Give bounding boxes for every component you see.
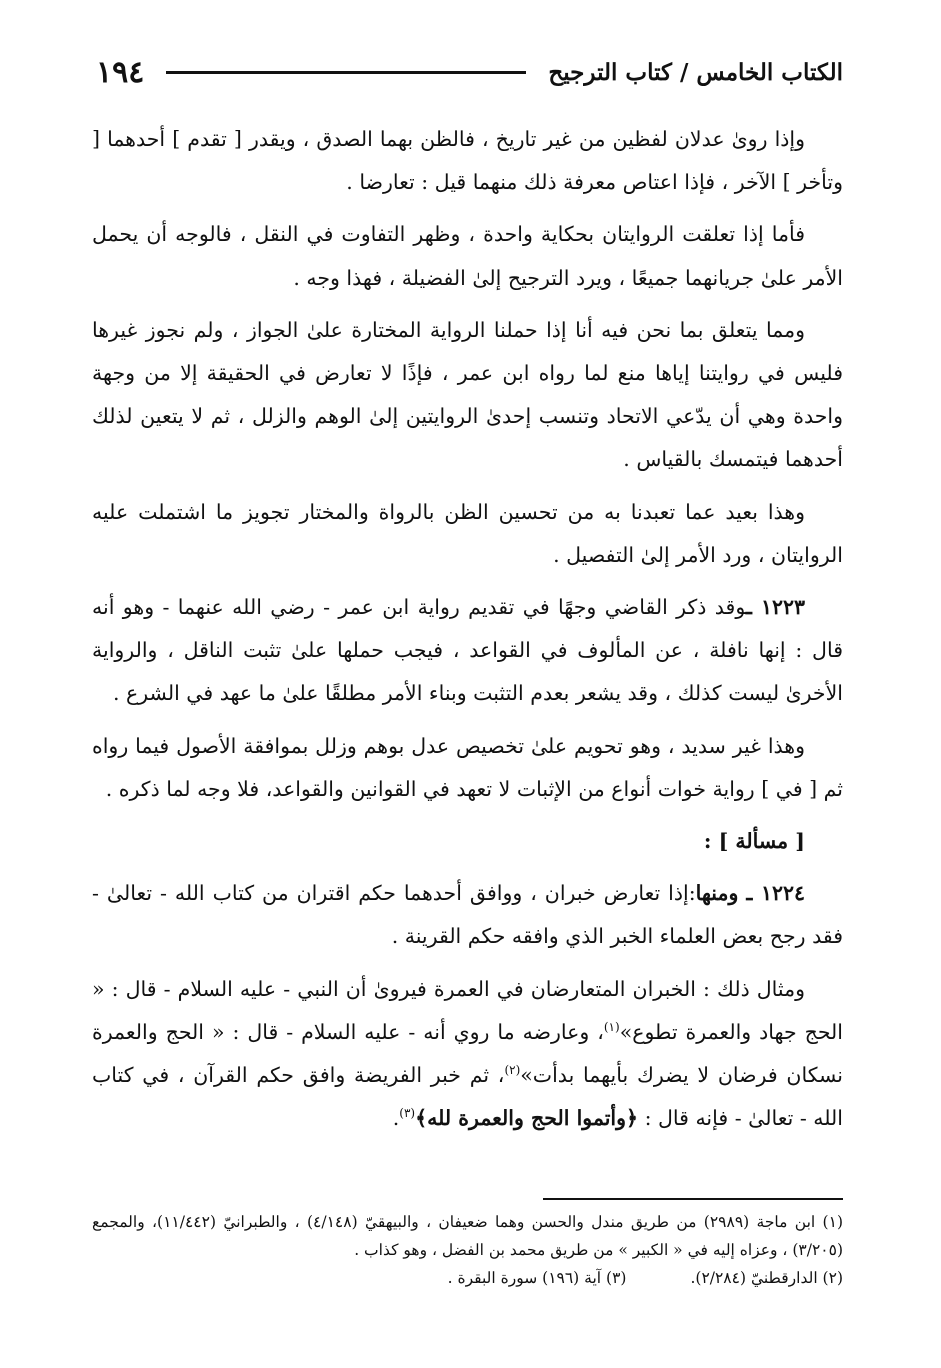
header-rule bbox=[166, 71, 526, 74]
footnote-ref-2[interactable]: (٢) bbox=[504, 1063, 521, 1078]
paragraph-8-part-a: ومثال ذلك : الخبران المتعارضان في العمرة فيرویٰ أن النبي - عليه السلام - قال : « الحج جهاد والعمرة تطوع» bbox=[92, 976, 843, 1044]
paragraph-8-end: . bbox=[392, 1106, 400, 1131]
paragraph-8 bbox=[92, 968, 843, 1141]
page-header bbox=[96, 50, 843, 94]
paragraph-2: فأما إذا تعلقت الروايتان بحكاية واحدة ، وظهر التفاوت في النقل ، فالوجه أن يحمل الأمر علىٰ جريانهما جميعًا ، ويرد الترجيح إلىٰ الفضيلة ، فهذا وجه . bbox=[92, 222, 843, 290]
page-number: ١٩٤ bbox=[96, 54, 145, 90]
paragraph-6: وهذا غير سديد ، وهو تحويم علىٰ تخصيص عدل بوهم وزلل بموافقة الأصول فيما رواه ثم [ في ] رواية خوات أنواع من الإثبات لا تعهد في القوانين والقواعد، فلا وجه لما ذكره . bbox=[92, 733, 843, 801]
paragraph-1224 bbox=[92, 872, 843, 958]
paragraph-3: ومما يتعلق بما نحن فيه أنا إذا حملنا الرواية المختارة علىٰ الجواز ، ولم نجوز غيرها فليس في روايتنا إياها منع لما رواه ابن عمر ، فإذًا لا تعارض في الحقيقة إلا من وجهة واحدة وهي أن يدّعي الاتحاد وتنسب إحدىٰ الروايتين إلىٰ الوهم والزلل ، ثم لا يتعين لذلك أحدهما فيتمسك بالقياس . bbox=[92, 317, 844, 472]
footnote-2: (٢) الدارقطنيّ (٢/٢٨٤). bbox=[690, 1269, 843, 1287]
footnote-1: (١) ابن ماجة (٢٩٨٩) من طريق مندل والحسن وهما ضعيفان ، والبيهقيّ (٤/١٤٨) ، والطبرانيّ (١١/٤٤٢)، والمجمع (٣/٢٠٥) ، وعزاه إليه في « الكبير » من طريق محمد بن الفضل ، وهو كذاب . bbox=[92, 1213, 843, 1259]
issue-heading: [ مسألة ] : bbox=[703, 829, 805, 854]
paragraph-1223 bbox=[92, 586, 843, 716]
main-text bbox=[92, 118, 843, 1149]
footnote-ref-3[interactable]: (٣) bbox=[399, 1106, 416, 1121]
footnote-3: (٣) آية (١٩٦) سورة البقرة . bbox=[447, 1269, 627, 1287]
footnote-separator bbox=[543, 1198, 843, 1200]
paragraph-1224-text: :إذا تعارض خبران ، ووافق أحدهما حكم اقتران من كتاب الله - تعالىٰ - فقد رجح بعض العلماء الخبر الذي وافقه حكم القرينة . bbox=[92, 881, 843, 949]
quran-quote: ﴿وأتموا الحج والعمرة لله﴾ bbox=[415, 1106, 639, 1131]
footnote-ref-1[interactable]: (١) bbox=[603, 1020, 620, 1035]
paragraph-8-part-c: ، ثم خبر الفريضة وافق حكم القرآن ، في كتاب الله - تعالىٰ - فإنه قال : bbox=[92, 1063, 843, 1131]
footnotes bbox=[92, 1208, 843, 1292]
paragraph-8-part-b: ، وعارضه ما روي أنه - عليه السلام - قال : « الحج والعمرة نسكان فرضان لا يضرك بأيهما بدأت» bbox=[92, 1019, 844, 1088]
section-number-1223: ١٢٢٣ ـ bbox=[745, 595, 805, 620]
section-number-1224: ١٢٢٤ ـ bbox=[746, 881, 805, 906]
footnote-row bbox=[92, 1264, 843, 1292]
running-title: الكتاب الخامس / كتاب الترجيح bbox=[548, 58, 843, 86]
paragraph-1: وإذا رویٰ عدلان لفظين من غير تاريخ ، فالظن بهما الصدق ، ويقدر [ تقدم ] أحدهما [ وتأخر ] الآخر ، فإذا اعتاص معرفة ذلك منهما قيل : تعارضا . bbox=[92, 127, 843, 195]
paragraph-1223-text: وقد ذكر القاضي وجهًا في تقديم رواية ابن عمر - رضي الله عنهما - وهو أنه قال : إنها نافلة ، عن المألوف في القواعد ، فيجب حملها علىٰ تثبت الناقل ، والرواية الأخرىٰ ليست كذلك ، وقد يشعر بعدم التثبت وبناء الأمر مطلقًا علىٰ ما عهد في الشرع . bbox=[92, 595, 843, 706]
paragraph-1224-lead: ومنها bbox=[695, 881, 739, 906]
paragraph-4: وهذا بعيد عما تعبدنا به من تحسين الظن بالرواة والمختار تجويز ما اشتملت عليه الروايتان ، ورد الأمر إلىٰ التفصيل . bbox=[92, 499, 843, 567]
